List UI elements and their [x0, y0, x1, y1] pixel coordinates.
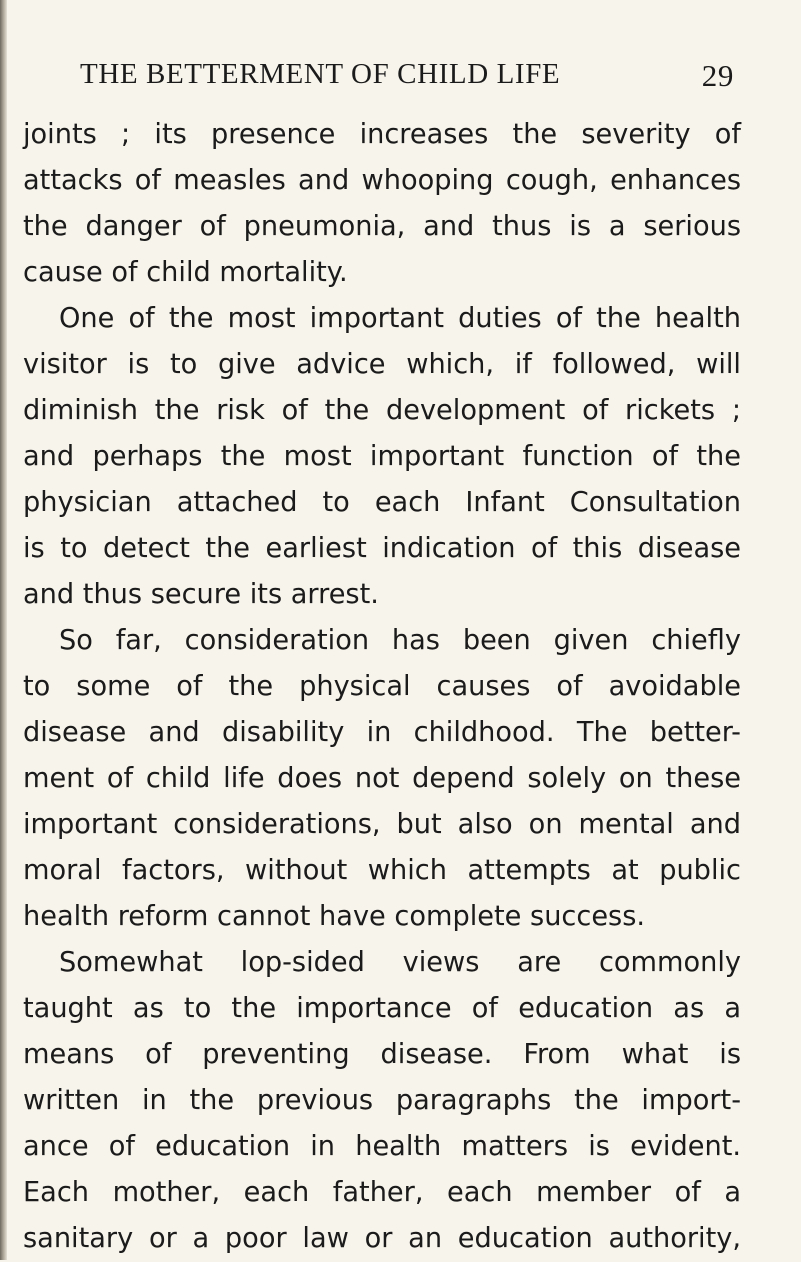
text-line: Each mother, each father, each member of a	[23, 1177, 741, 1208]
page-number: 29	[701, 58, 734, 93]
text-line: ment of child life does not depend solely on these	[23, 763, 741, 794]
text-line: to some of the physical causes of avoidable	[23, 671, 741, 702]
text-line: sanitary or a poor law or an education authority,	[23, 1223, 741, 1254]
text-line: attacks of measles and whooping cough, enhances	[23, 165, 741, 196]
paragraph-start-line: So far, consideration has been given chiefly	[59, 625, 741, 656]
text-line: disease and disability in childhood. The better-	[23, 717, 741, 748]
paragraph-start-line: One of the most important duties of the health	[59, 303, 741, 334]
text-line: taught as to the importance of education as a	[23, 993, 741, 1024]
text-line: cause of child mortality.	[23, 257, 348, 288]
paragraph-start-line: Somewhat lop-sided views are commonly	[59, 947, 741, 978]
text-line: joints ; its presence increases the severity of	[23, 119, 741, 150]
text-line: ance of education in health matters is evident.	[23, 1131, 741, 1162]
text-line: and thus secure its arrest.	[23, 579, 379, 610]
text-line: moral factors, without which attempts at public	[23, 855, 741, 886]
text-line: health reform cannot have complete success.	[23, 901, 646, 932]
running-title: THE BETTERMENT OF CHILD LIFE	[80, 58, 561, 90]
text-line: and perhaps the most important function of the	[23, 441, 741, 472]
text-line: visitor is to give advice which, if followed, will	[23, 349, 741, 380]
running-head	[80, 58, 740, 98]
text-line: the danger of pneumonia, and thus is a serious	[23, 211, 741, 242]
text-line: diminish the risk of the development of rickets ;	[23, 395, 741, 426]
text-line: means of preventing disease. From what is	[23, 1039, 741, 1070]
text-line: is to detect the earliest indication of this disease	[23, 533, 741, 564]
text-line: written in the previous paragraphs the import-	[23, 1085, 741, 1116]
text-line: physician attached to each Infant Consultation	[23, 487, 741, 518]
text-line: important considerations, but also on mental and	[23, 809, 741, 840]
page-binding-edge	[0, 0, 7, 1260]
